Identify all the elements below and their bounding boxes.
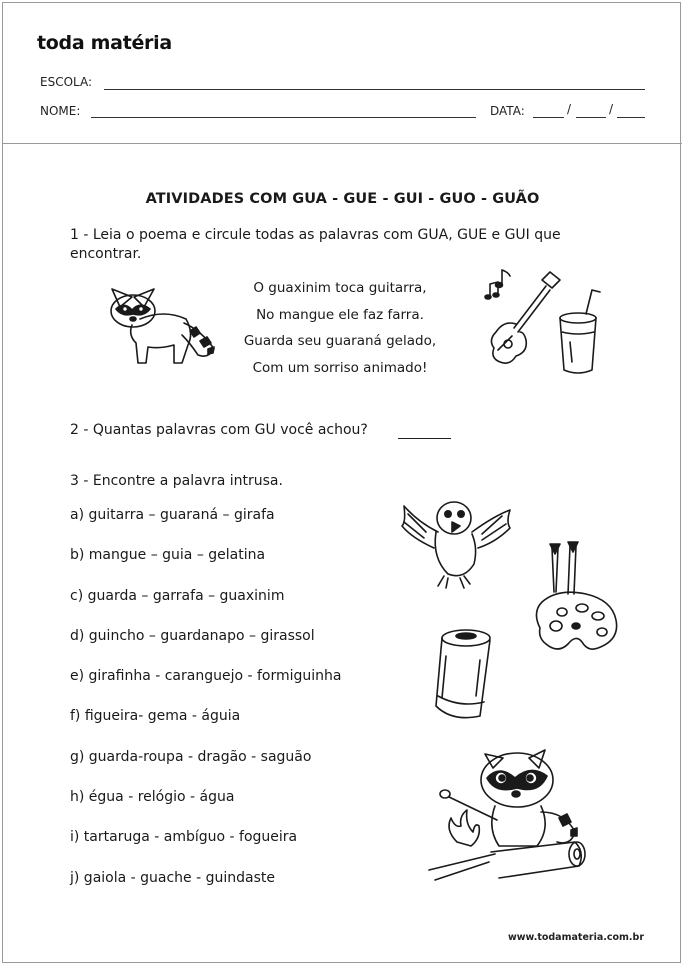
date-label: DATA: <box>490 104 525 118</box>
cup-icon <box>556 286 606 376</box>
question-2: 2 - Quantas palavras com GU você achou? <box>70 422 368 438</box>
name-label: NOME: <box>40 104 81 118</box>
list-item: c) guarda – garrafa – guaxinim <box>70 587 285 604</box>
poem-line: O guaxinim toca guitarra, <box>253 280 427 296</box>
list-item: g) guarda-roupa - dragão - saguão <box>70 748 312 765</box>
list-item: f) figueira- gema - águia <box>70 708 241 725</box>
question-3: 3 - Encontre a palavra intrusa. <box>70 473 283 489</box>
list-item: d) guincho – guardanapo – girassol <box>70 627 315 644</box>
guitar-icon <box>484 270 564 370</box>
date-year-field[interactable] <box>617 117 645 118</box>
date-day-field[interactable] <box>533 117 564 118</box>
list-item: a) guitarra – guaraná – girafa <box>70 507 275 523</box>
list-item: i) tartaruga - ambíguo - fogueira <box>70 829 298 846</box>
intruder-list <box>70 505 342 908</box>
poem <box>228 275 452 381</box>
poem-line: No mangue ele faz farra. <box>256 306 424 323</box>
website-link[interactable]: www.todamateria.com.br <box>507 932 644 943</box>
school-field[interactable] <box>104 89 645 90</box>
list-item: j) gaiola - guache - guindaste <box>70 869 276 886</box>
list-item: h) égua - relógio - água <box>70 789 235 806</box>
date-separator: / <box>567 102 572 116</box>
raccoon-campfire-icon <box>425 742 590 887</box>
school-label: ESCOLA: <box>40 75 93 89</box>
date-month-field[interactable] <box>576 117 606 118</box>
raccoon-icon <box>104 283 224 373</box>
bird-icon <box>398 492 516 592</box>
question-1: 1 - Leia o poema e circule todas as palavras com GUA, GUE e GUI que encontrar. <box>70 227 561 262</box>
list-item: b) mangue – guia – gelatina <box>70 547 266 564</box>
answer-line[interactable] <box>398 438 451 439</box>
logo: toda matéria <box>37 32 172 54</box>
header-divider <box>3 143 682 144</box>
soda-can-icon <box>428 626 498 726</box>
paint-palette-icon <box>532 542 622 662</box>
poem-line: Com um sorriso animado! <box>252 359 428 376</box>
date-separator: / <box>609 102 614 116</box>
poem-line: Guarda seu guaraná gelado, <box>243 333 437 349</box>
worksheet-title: ATIVIDADES COM GUA - GUE - GUI - GUO - GUÃO <box>145 191 540 207</box>
list-item: e) girafinha - caranguejo - formiguinha <box>70 668 342 685</box>
name-field[interactable] <box>91 117 476 118</box>
